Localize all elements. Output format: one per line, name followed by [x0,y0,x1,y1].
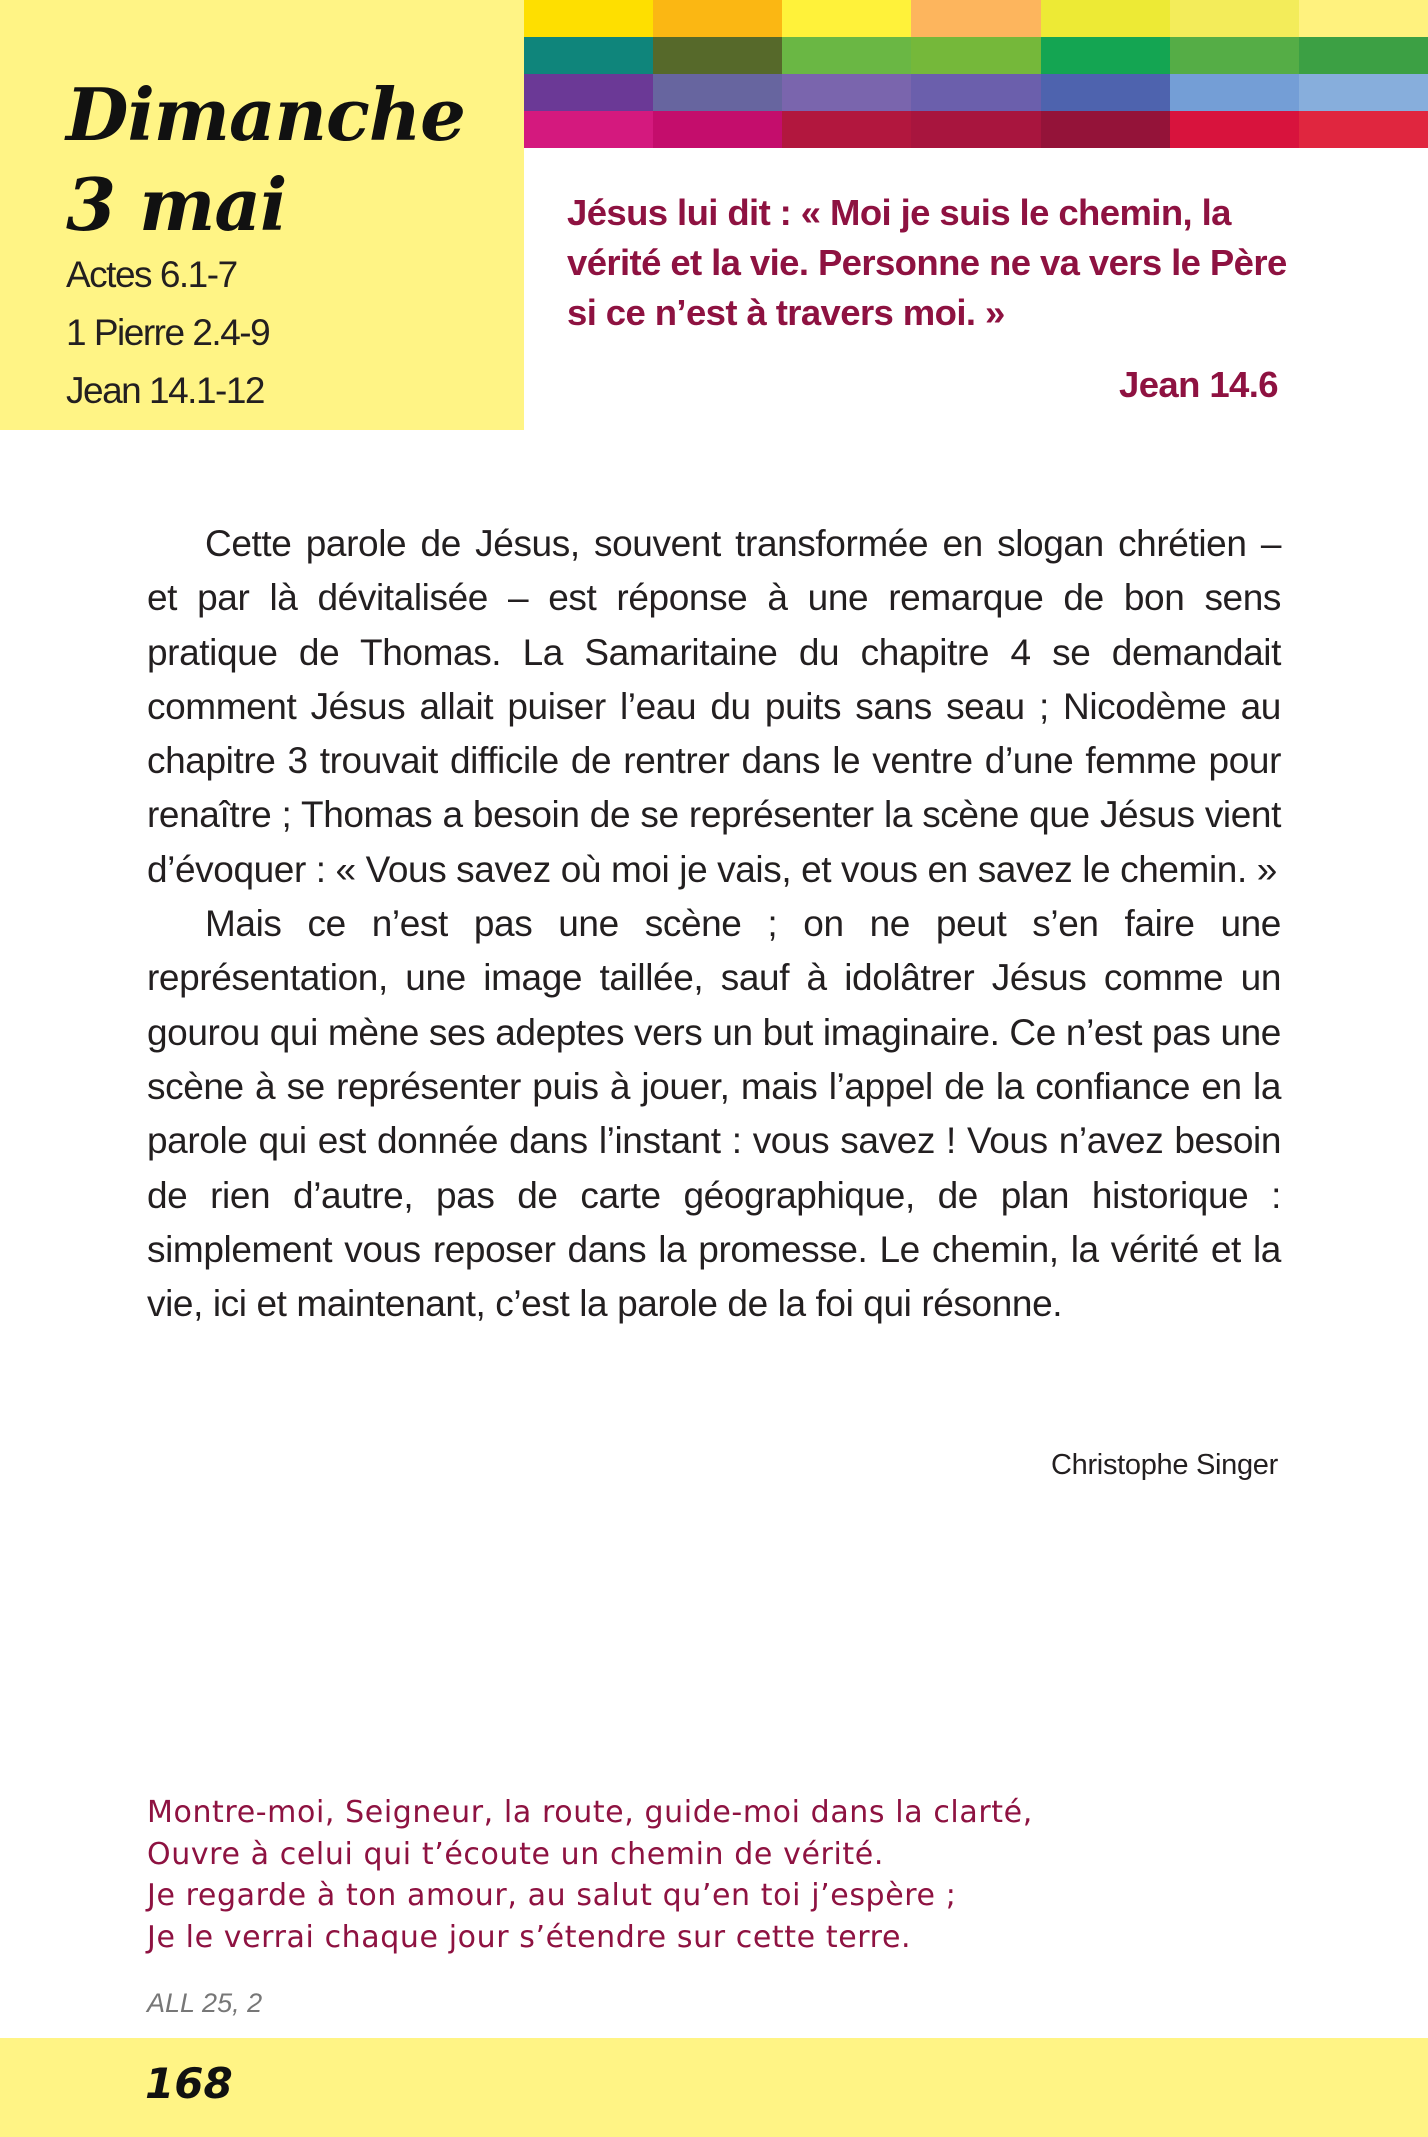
hymn-line: Montre-moi, Seigneur, la route, guide-moi dans la clarté, [147,1795,1033,1830]
color-swatch [1041,0,1170,37]
meditation-text [147,517,1281,1331]
color-swatch [782,0,911,37]
color-swatch [911,37,1040,74]
color-swatch [653,74,782,111]
readings-list [66,246,269,420]
date-box [0,0,524,430]
hymn-reference: ALL 25, 2 [147,1988,263,2018]
page-number: 168 [145,2059,233,2108]
color-swatch [524,37,653,74]
key-verse-reference: Jean 14.6 [1119,364,1278,405]
color-swatch [1041,74,1170,111]
reading-item: Jean 14.1-12 [66,370,265,411]
color-swatch [524,74,653,111]
color-swatch [1041,37,1170,74]
key-verse: Jésus lui dit : « Moi je suis le chemin, la vérité et la vie. Personne ne va vers le Père si ce n’est à travers moi. » [567,192,1287,333]
day-name: Dimanche [66,72,465,157]
color-bar [524,0,1428,148]
reading-item: Actes 6.1-7 [66,254,237,295]
hymn-line: Je le verrai chaque jour s’étendre sur cette terre. [147,1919,912,1955]
color-swatch [524,0,653,37]
color-swatch [782,37,911,74]
color-swatch [1299,37,1428,74]
color-swatch [1299,0,1428,37]
color-swatch [1170,37,1299,74]
color-swatch [1170,74,1299,111]
day-date: 3 mai [66,162,287,247]
meditation-paragraph: Mais ce n’est pas une scène ; on ne peut s’en faire une représentation, une image taillée, sauf à idolâtrer Jésus comme un gourou qui mène ses adeptes vers un but imaginaire. Ce n’est pas une scène à se représenter puis à jouer, mais l’appel de la confiance en la parole qui est donnée dans l’instant : vous savez ! Vous n’avez besoin de rien d’autre, pas de carte géographique, de plan historique : simplement vous reposer dans la promesse. Le chemin, la vérité et la vie, ici et maintenant, c’est la parole de la foi qui résonne. [147,903,1281,1325]
color-swatch [1041,111,1170,148]
color-swatch [1170,111,1299,148]
author-name: Christophe Singer [1050,1449,1278,1481]
hymn-verse [147,1792,1033,1958]
color-swatch [1299,111,1428,148]
color-swatch [911,111,1040,148]
color-swatch [782,111,911,148]
color-swatch [782,74,911,111]
meditation-paragraph: Cette parole de Jésus, souvent transformée en slogan chrétien – et par là dévitalisée – est réponse à une remarque de bon sens pratique de Thomas. La Samaritaine du chapitre 4 se demandait comment Jésus allait puiser l’eau du puits sans seau ; Nicodème au chapitre 3 trouvait difficile de rentrer dans le ventre d’une femme pour renaître ; Thomas a besoin de se représenter la scène que Jésus vient d’évoquer : « Vous savez où moi je vais, et vous en savez le chemin. » [147,523,1281,890]
color-swatch [1299,74,1428,111]
hymn-line: Ouvre à celui qui t’écoute un chemin de vérité. [147,1836,884,1872]
color-swatch [524,111,653,148]
color-swatch [653,111,782,148]
color-swatch [1170,0,1299,37]
color-swatch [911,0,1040,37]
day-heading [66,70,465,250]
hymn-line: Je regarde à ton amour, au salut qu’en toi j’espère ; [147,1878,957,1913]
footer-bar [0,2038,1428,2137]
reading-item: 1 Pierre 2.4-9 [66,312,270,353]
color-swatch [653,0,782,37]
color-swatch [911,74,1040,111]
color-swatch [653,37,782,74]
